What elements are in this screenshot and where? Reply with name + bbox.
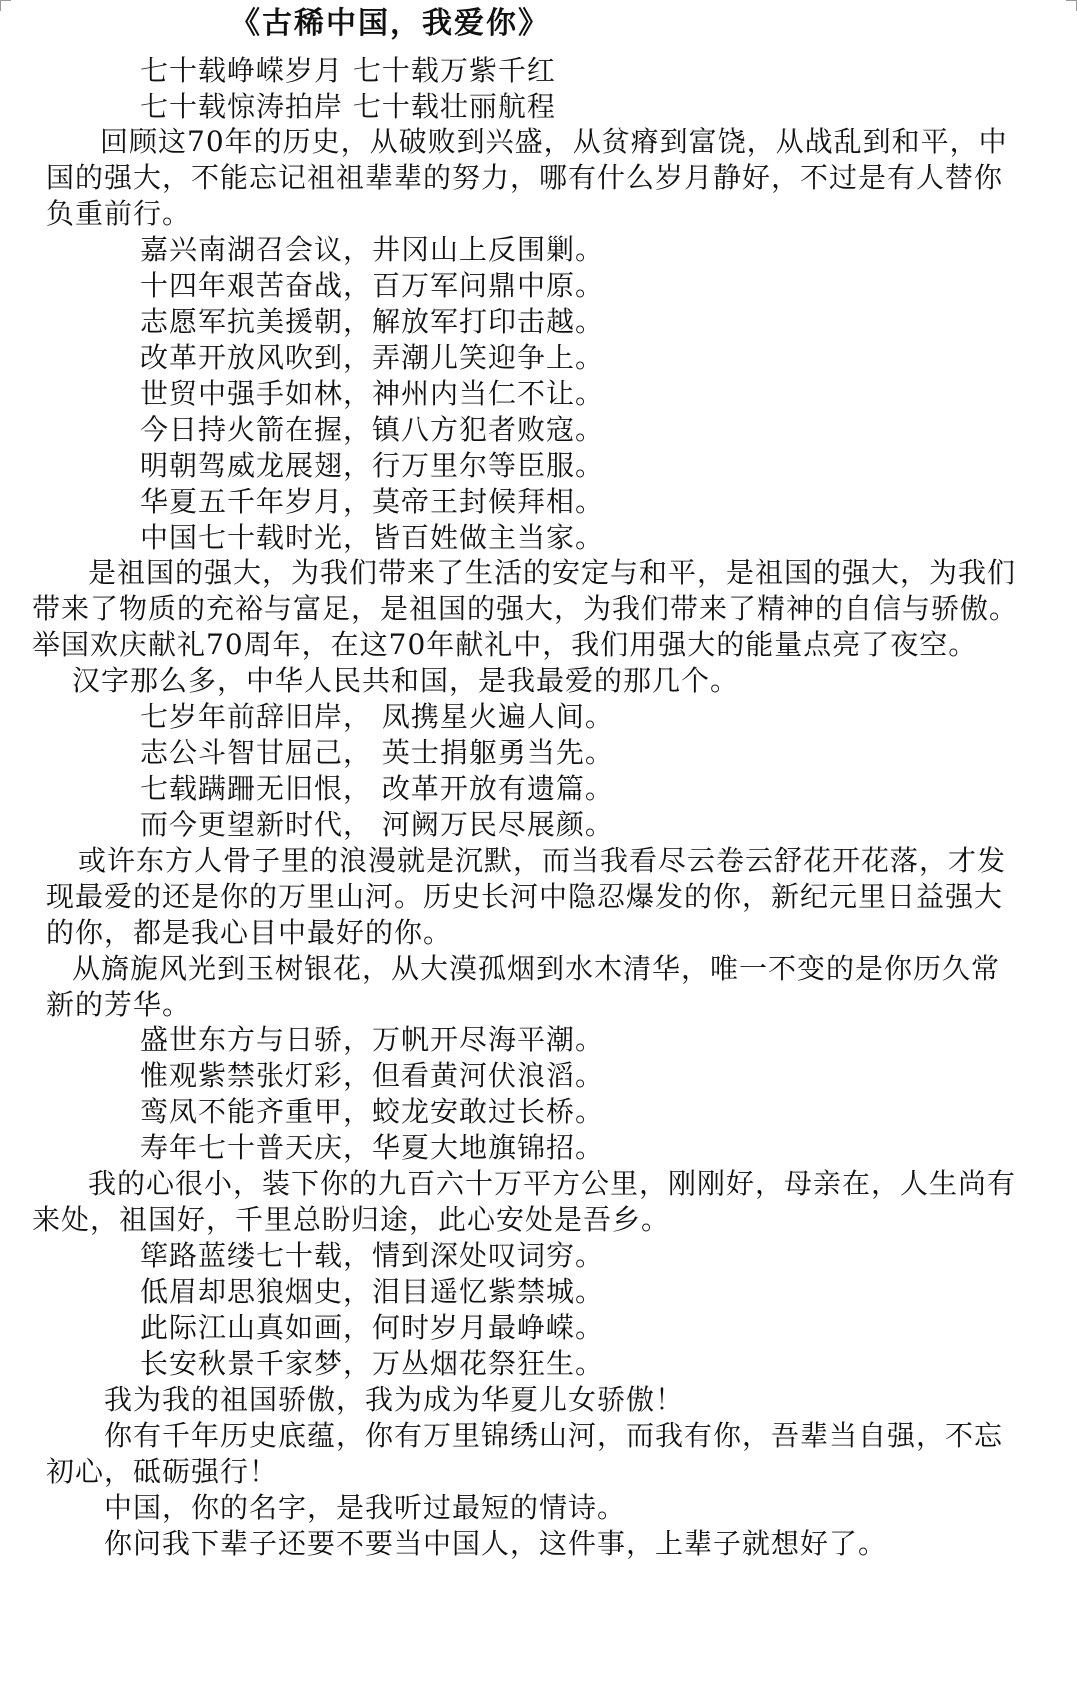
poem-line: 鸾凤不能齐重甲，蛟龙安敢过长桥。	[140, 1095, 605, 1128]
paragraph-line: 负重前行。	[46, 197, 192, 230]
paragraph-line: 来处，祖国好，千里总盼归途，此心安处是吾乡。	[32, 1203, 671, 1236]
poem-line: 此际江山真如画，何时岁月最峥嵘。	[140, 1311, 605, 1344]
poem-line: 七岁年前辞旧岸， 凤携星火遍人间。	[140, 700, 614, 733]
paragraph-line: 现最爱的还是你的万里山河。历史长河中隐忍爆发的你，新纪元里日益强大	[46, 880, 1004, 913]
closing-line: 我为我的祖国骄傲，我为成为华夏儿女骄傲！	[104, 1383, 685, 1416]
poem-line: 世贸中强手如林，神州内当仁不让。	[140, 377, 605, 410]
poem-line: 七载蹒跚无旧恨， 改革开放有遗篇。	[140, 772, 614, 805]
paragraph-line: 国的强大，不能忘记祖祖辈辈的努力，哪有什么岁月静好，不过是有人替你	[46, 161, 1004, 194]
closing-line: 中国，你的名字，是我听过最短的情诗。	[104, 1491, 627, 1524]
poem-line: 低眉却思狼烟史，泪目遥忆紫禁城。	[140, 1275, 605, 1308]
poem-line: 改革开放风吹到，弄潮儿笑迎争上。	[140, 341, 605, 374]
poem-line: 志愿军抗美援朝，解放军打印击越。	[140, 305, 605, 338]
paragraph-line: 汉字那么多，中华人民共和国，是我最爱的那几个。	[72, 664, 740, 697]
paragraph-line: 你有千年历史底蕴，你有万里锦绣山河，而我有你，吾辈当自强，不忘	[104, 1419, 1004, 1452]
paragraph-line: 初心，砥砺强行！	[46, 1455, 279, 1488]
opening-line: 七十载峥嵘岁月 七十载万紫千红	[140, 54, 556, 87]
paragraph-line: 带来了物质的充裕与富足，是祖国的强大，为我们带来了精神的自信与骄傲。	[32, 592, 1019, 625]
poem-line: 嘉兴南湖召会议，井冈山上反围剿。	[140, 233, 605, 266]
paragraph-line: 新的芳华。	[46, 988, 192, 1021]
poem-line: 今日持火箭在握，镇八方犯者败寇。	[140, 413, 605, 446]
paragraph-line: 从旖旎风光到玉树银花，从大漠孤烟到水木清华，唯一不变的是你历久常	[72, 952, 1001, 985]
poem-line: 而今更望新时代， 河阙万民尽展颜。	[140, 808, 614, 841]
opening-line: 七十载惊涛拍岸 七十载壮丽航程	[140, 90, 556, 123]
paragraph-line: 是祖国的强大，为我们带来了生活的安定与和平，是祖国的强大，为我们	[88, 556, 1017, 589]
paragraph-line: 回顾这70年的历史，从破败到兴盛，从贫瘠到富饶，从战乱到和平，中	[100, 125, 1008, 158]
closing-line: 你问我下辈子还要不要当中国人，这件事，上辈子就想好了。	[104, 1527, 888, 1560]
poem-line: 明朝驾威龙展翅，行万里尔等臣服。	[140, 449, 605, 482]
poem-line: 寿年七十普天庆，华夏大地旗锦招。	[140, 1131, 605, 1164]
page-title: 《古稀中国，我爱你》	[230, 6, 550, 41]
paragraph-line: 或许东方人骨子里的浪漫就是沉默，而当我看尽云卷云舒花开花落，才发	[78, 844, 1007, 877]
crop-mark-right	[1066, 0, 1077, 11]
poem-line: 华夏五千年岁月，莫帝王封候拜相。	[140, 485, 605, 518]
poem-line: 志公斗智甘屈己， 英士捐躯勇当先。	[140, 736, 614, 769]
crop-mark-left	[0, 0, 11, 11]
poem-line: 惟观紫禁张灯彩，但看黄河伏浪滔。	[140, 1059, 605, 1092]
poem-line: 长安秋景千家梦，万丛烟花祭狂生。	[140, 1347, 605, 1380]
poem-line: 十四年艰苦奋战，百万军问鼎中原。	[140, 269, 605, 302]
paragraph-line: 我的心很小，装下你的九百六十万平方公里，刚刚好，母亲在，人生尚有	[88, 1167, 1017, 1200]
paragraph-line: 举国欢庆献礼70周年，在这70年献礼中，我们用强大的能量点亮了夜空。	[32, 628, 978, 661]
poem-line: 盛世东方与日骄，万帆开尽海平潮。	[140, 1023, 605, 1056]
paragraph-line: 的你，都是我心目中最好的你。	[46, 916, 453, 949]
poem-line: 中国七十载时光，皆百姓做主当家。	[140, 521, 605, 554]
poem-line: 筚路蓝缕七十载，情到深处叹词穷。	[140, 1239, 605, 1272]
